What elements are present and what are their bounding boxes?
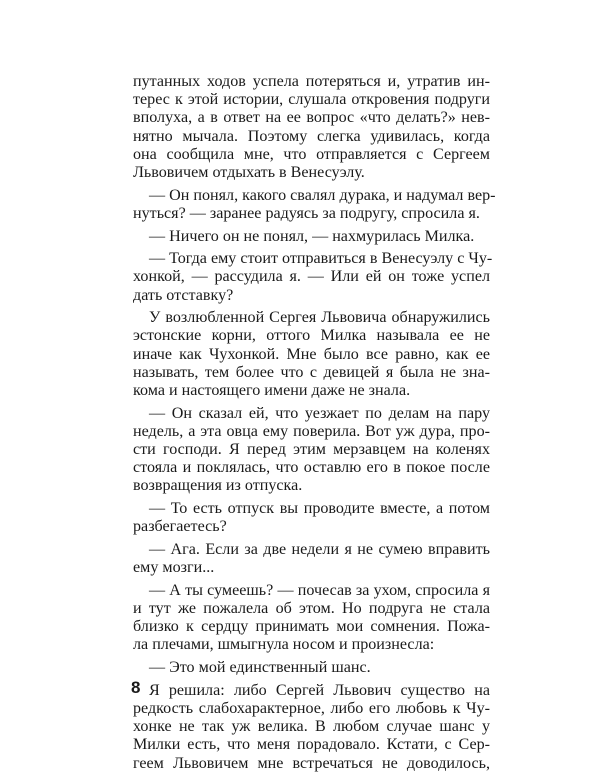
paragraph bbox=[133, 500, 490, 536]
text-line: нятно мычала. Поэтому слегка удивилась, когда bbox=[133, 127, 490, 145]
text-line: ему мозги... bbox=[133, 559, 215, 577]
body-text bbox=[133, 73, 496, 777]
text-line: У возлюбленной Сергея Львовича обнаружились bbox=[149, 309, 490, 327]
text-line: — Ага. Если за две недели я не сумею вправить bbox=[149, 541, 490, 558]
text-line: — Он сказал ей, что уезжает по делам на пару bbox=[149, 404, 490, 422]
text-line: Милки есть, что меня порадовало. Кстати, с Сер- bbox=[133, 736, 490, 754]
text-line: хонкой, — рассудила я. — Или ей он тоже успел bbox=[133, 268, 490, 286]
text-line: терес к этой истории, слушала откровения подруги bbox=[133, 91, 490, 109]
text-line: нуться? — заранее радуясь за подругу, спросила я. bbox=[133, 204, 480, 222]
text-line: — А ты сумеешь? — почесав за ухом, спросила я bbox=[149, 581, 490, 599]
text-line: недель, а эта овца ему поверила. Вот уж дура, про- bbox=[133, 422, 490, 440]
text-line: Львовичем отдыхать в Венесуэлу. bbox=[133, 163, 365, 181]
text-line: хонке не так уж велика. В любом случае шанс у bbox=[133, 718, 490, 736]
paragraph bbox=[133, 405, 490, 496]
text-line: — Он понял, какого свалял дурака, и надумал вер- bbox=[149, 186, 496, 204]
text-line: — То есть отпуск вы проводите вместе, а потом bbox=[149, 500, 490, 518]
text-line: называть, тем более что с девицей я была не зна- bbox=[133, 363, 490, 381]
text-line: Я решила: либо Сергей Львович существо на bbox=[149, 681, 490, 699]
paragraph bbox=[133, 541, 490, 577]
text-line: разбегаетесь? bbox=[133, 518, 227, 536]
paragraph bbox=[133, 73, 490, 182]
text-line: путанных ходов успела потеряться и, утратив ин- bbox=[133, 73, 490, 90]
text-line: и тут же пожалела об этом. Но подруга не стала bbox=[133, 600, 490, 618]
text-line: вполуха, а в ответ на ее вопрос «что делать?» нев- bbox=[133, 109, 490, 127]
paragraph bbox=[133, 250, 493, 305]
text-line: — Тогда ему стоит отправиться в Венесуэлу с Чу- bbox=[149, 250, 493, 268]
paragraph bbox=[133, 682, 490, 773]
text-line: — Это мой единственный шанс. bbox=[149, 659, 371, 677]
text-line: сти господи. Я перед этим мерзавцем на коленях bbox=[133, 441, 490, 459]
paragraph bbox=[133, 228, 490, 246]
text-line: близко к сердцу принимать мои сомнения. Пожа- bbox=[133, 618, 490, 636]
text-line: — Ничего он не понял, — нахмурилась Милка. bbox=[149, 227, 475, 245]
text-line: эстонские корни, оттого Милка называла ее не bbox=[133, 327, 490, 345]
text-line: она сообщила мне, что отправляется с Сергеем bbox=[133, 145, 490, 163]
text-line: геем Львовичем мне встречаться не доводилось, bbox=[133, 754, 490, 772]
paragraph bbox=[133, 582, 490, 655]
text-line: иначе как Чухонкой. Мне было все равно, как ее bbox=[133, 345, 490, 363]
page-number: 8 bbox=[131, 678, 141, 697]
paragraph bbox=[133, 186, 496, 223]
text-line: возвращения из отпуска. bbox=[133, 477, 303, 495]
text-line: ла плечами, шмыгнула носом и произнесла: bbox=[133, 636, 435, 654]
paragraph bbox=[133, 309, 490, 400]
text-line: кома и настоящего имени даже не знала. bbox=[133, 382, 411, 399]
text-line: дать отставку? bbox=[133, 286, 234, 304]
paragraph bbox=[133, 659, 490, 677]
text-line: стояла и поклялась, что оставлю его в покое после bbox=[133, 459, 490, 477]
text-line: редкость слабохарактерное, либо его любовь к Чу- bbox=[133, 700, 490, 717]
